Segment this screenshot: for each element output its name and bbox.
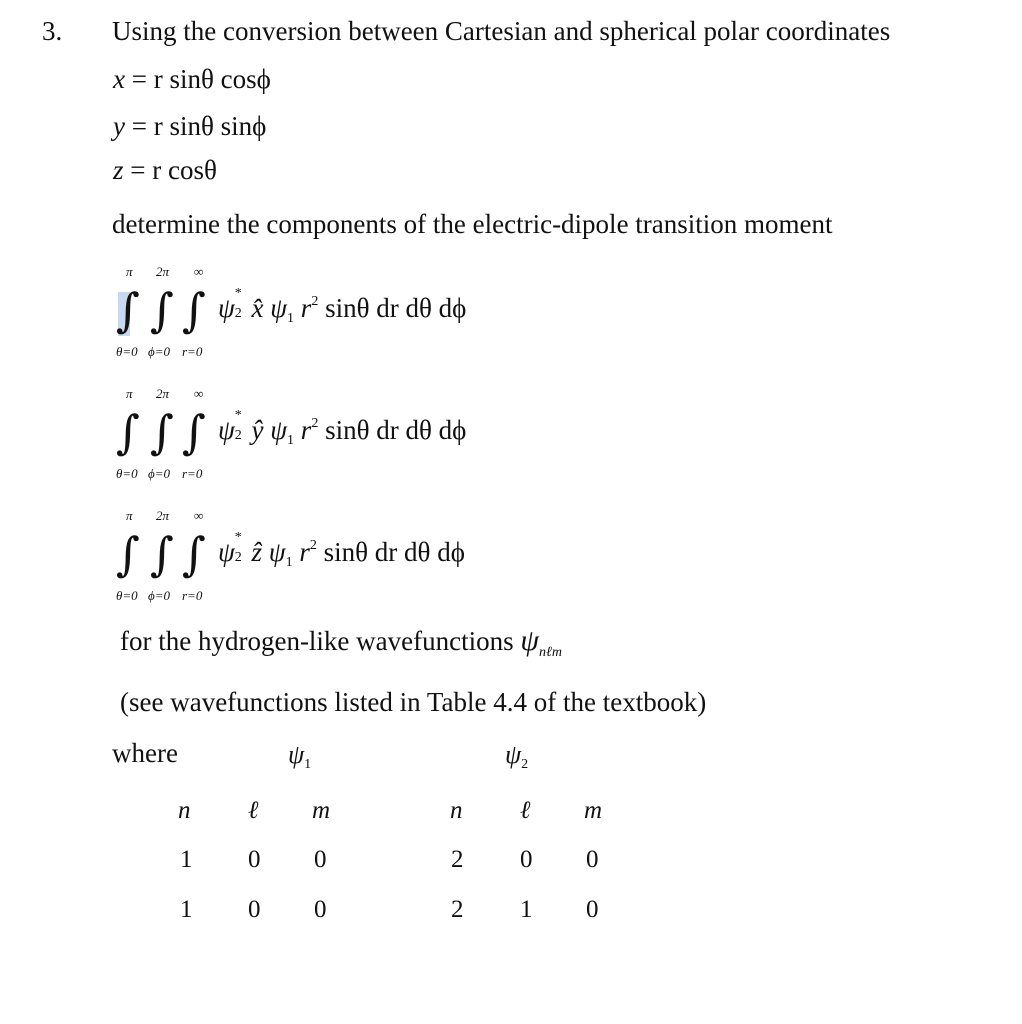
table-cell: 0 xyxy=(248,896,261,923)
integral-y-integrand xyxy=(218,408,467,448)
table-header-n2: n xyxy=(450,797,463,824)
psi2-sub: 2 xyxy=(234,428,242,443)
psi-symbol: ψ xyxy=(218,415,235,445)
equation-x xyxy=(113,66,271,93)
psi2-sub: 2 xyxy=(234,550,242,565)
psi1-header-sub: 1 xyxy=(304,757,312,772)
r-sup: 2 xyxy=(311,416,319,431)
equation-y-rhs: = r sinθ sinϕ xyxy=(131,111,267,141)
r-symbol: r xyxy=(299,537,310,567)
r-sup: 2 xyxy=(309,538,317,553)
table-cell: 1 xyxy=(520,896,533,923)
integral-z xyxy=(112,509,532,609)
psi2-sub: 2 xyxy=(234,306,242,321)
table-cell: 1 xyxy=(180,846,193,873)
integral-z-lower-r: r=0 xyxy=(182,588,203,603)
integral-y-lower-r: r=0 xyxy=(182,466,203,481)
table-header-l2: ℓ xyxy=(520,797,531,824)
integrand-tail: sinθ dr dθ dϕ xyxy=(325,293,467,323)
table-header-l1: ℓ xyxy=(248,797,259,824)
integral-x-upper-r: ∞ xyxy=(194,264,204,279)
integral-z-integrand xyxy=(218,530,465,570)
integral-z-lower-phi: ϕ=0 xyxy=(148,588,171,603)
equation-x-lhs: x xyxy=(113,64,125,94)
table-cell: 0 xyxy=(314,846,327,873)
integral-z-upper-r: ∞ xyxy=(194,508,204,523)
problem-number: 3. xyxy=(42,16,63,46)
operator-z: ẑ xyxy=(251,537,263,567)
integral-sign: ∫ xyxy=(182,405,206,459)
where-text: where xyxy=(112,738,178,768)
integral-sign: ∫ xyxy=(150,283,174,337)
psi-nlm-sub: nℓm xyxy=(539,645,562,660)
psi-symbol: ψ xyxy=(218,537,235,567)
integral-sign: ∫ xyxy=(182,527,206,581)
integral-y xyxy=(112,387,532,487)
integral-y-upper-theta: π xyxy=(126,386,133,401)
table-cell: 2 xyxy=(451,896,464,923)
see-text: (see wavefunctions listed in Table 4.4 of the textbook) xyxy=(120,687,707,717)
psi1-sub: 1 xyxy=(287,311,295,326)
integral-z-upper-theta: π xyxy=(126,508,133,523)
integral-sign: ∫ xyxy=(116,405,140,459)
integral-x-lower-r: r=0 xyxy=(182,344,203,359)
integrand-tail: sinθ dr dθ dϕ xyxy=(323,537,465,567)
integral-x-integrand xyxy=(218,286,467,326)
integral-x-upper-phi: 2π xyxy=(156,264,170,279)
equation-z-lhs: z xyxy=(113,155,124,185)
for-text-line xyxy=(120,626,562,660)
integral-y-lower-theta: θ=0 xyxy=(116,466,138,481)
integral-sign: ∫ xyxy=(116,283,140,337)
r-symbol: r xyxy=(300,415,312,445)
psi1-sub: 1 xyxy=(287,433,295,448)
equation-x-rhs: = r sinθ cosϕ xyxy=(131,64,271,94)
integral-z-upper-phi: 2π xyxy=(156,508,170,523)
table-header-m2: m xyxy=(584,797,603,824)
integral-z-lower-theta: θ=0 xyxy=(116,588,138,603)
integral-y-upper-r: ∞ xyxy=(194,386,204,401)
psi1-header xyxy=(288,740,311,773)
table-cell: 1 xyxy=(180,896,193,923)
star-sup: * xyxy=(234,286,242,301)
for-text: for the hydrogen-like wavefunctions xyxy=(120,626,514,656)
equation-z xyxy=(113,157,217,184)
psi-symbol: ψ xyxy=(268,537,286,567)
intro-text: Using the conversion between Cartesian and spherical polar coordinates xyxy=(112,16,891,46)
table-header-m1: m xyxy=(312,797,331,824)
determine-text: determine the components of the electric-dipole transition moment xyxy=(112,209,833,239)
table-cell: 0 xyxy=(248,846,261,873)
table-cell: 0 xyxy=(586,896,599,923)
star-sup: * xyxy=(234,408,242,423)
psi-nlm-symbol: ψ xyxy=(520,624,540,657)
equation-y xyxy=(113,113,266,140)
operator-x: x̂ xyxy=(251,293,264,323)
integral-sign: ∫ xyxy=(150,527,174,581)
integral-sign: ∫ xyxy=(182,283,206,337)
table-cell: 2 xyxy=(451,846,464,873)
equation-y-lhs: y xyxy=(113,111,125,141)
psi-symbol: ψ xyxy=(270,293,288,323)
table-header-n1: n xyxy=(178,797,191,824)
psi2-header xyxy=(505,740,528,773)
star-sup: * xyxy=(234,530,242,545)
psi1-header-symbol: ψ xyxy=(288,740,305,769)
r-symbol: r xyxy=(300,293,312,323)
operator-y: ŷ xyxy=(251,415,264,445)
equation-z-rhs: = r cosθ xyxy=(130,155,217,185)
psi-symbol: ψ xyxy=(270,415,288,445)
integral-x xyxy=(112,265,532,365)
integral-sign: ∫ xyxy=(150,405,174,459)
psi1-sub: 1 xyxy=(285,555,293,570)
integrand-tail: sinθ dr dθ dϕ xyxy=(325,415,467,445)
integral-y-upper-phi: 2π xyxy=(156,386,170,401)
psi2-header-sub: 2 xyxy=(521,757,529,772)
integral-y-lower-phi: ϕ=0 xyxy=(148,466,171,481)
integral-x-lower-theta: θ=0 xyxy=(116,344,138,359)
table-cell: 0 xyxy=(586,846,599,873)
psi2-header-symbol: ψ xyxy=(505,740,522,769)
integral-sign: ∫ xyxy=(116,527,140,581)
psi-symbol: ψ xyxy=(218,293,235,323)
integral-x-lower-phi: ϕ=0 xyxy=(148,344,171,359)
integral-x-upper-theta: π xyxy=(126,264,133,279)
table-cell: 0 xyxy=(520,846,533,873)
r-sup: 2 xyxy=(311,294,319,309)
table-cell: 0 xyxy=(314,896,327,923)
